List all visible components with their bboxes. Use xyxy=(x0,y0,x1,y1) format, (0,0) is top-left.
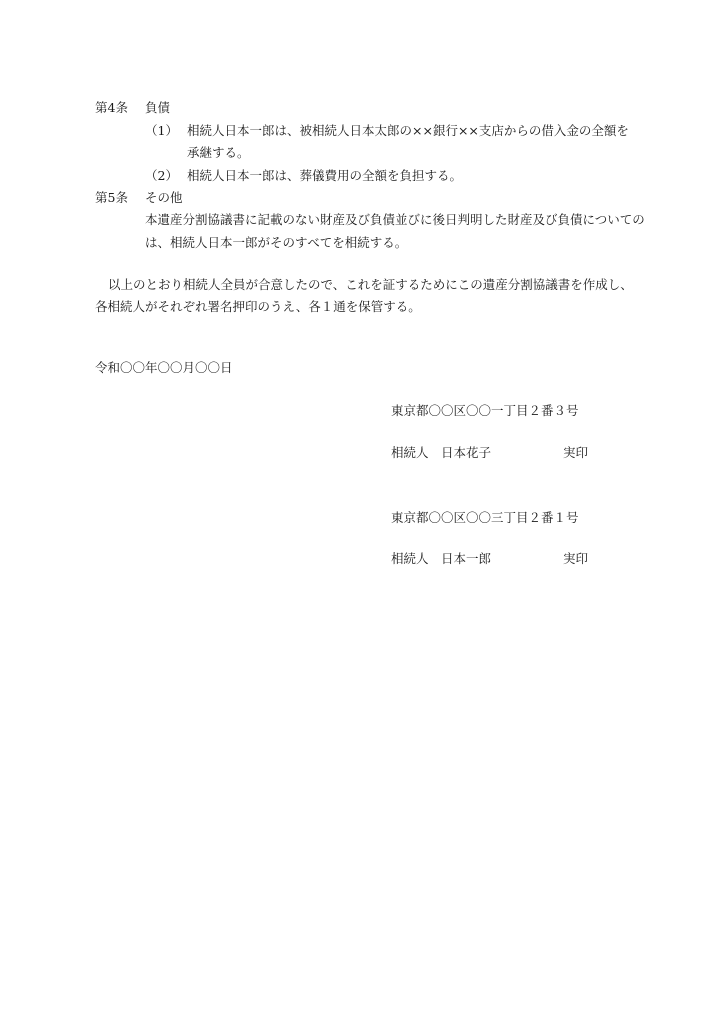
signatory2-address: 東京都〇〇区〇〇三丁目２番１号 xyxy=(391,510,579,525)
article5-text-cont: は、相続人日本一郎がそのすべてを相続する。 xyxy=(145,235,408,250)
closing-paragraph-cont: 各相続人がそれぞれ署名押印のうえ、各１通を保管する。 xyxy=(95,299,421,314)
article4-item2-text: 相続人日本一郎は、葬儀費用の全額を負担する。 xyxy=(187,168,463,183)
article4-item1-number: （1） xyxy=(145,123,178,138)
article4-item1-text: 相続人日本一郎は、被相続人日本太郎の××銀行××支店からの借入金の全額を xyxy=(187,123,629,138)
article4-item1-text-cont: 承継する。 xyxy=(187,145,250,160)
signatory2-name: 日本一郎 xyxy=(441,551,492,566)
signatory2-seal-label: 実印 xyxy=(563,551,589,566)
article4-item2-number: （2） xyxy=(145,168,178,183)
article5-title: その他 xyxy=(145,190,183,205)
article4-heading: 第4条 xyxy=(95,100,128,115)
signatory1-role: 相続人 xyxy=(391,445,429,460)
signatory1-address: 東京都〇〇区〇〇一丁目２番３号 xyxy=(391,403,579,418)
article5-heading: 第5条 xyxy=(95,190,128,205)
signatory2-role: 相続人 xyxy=(391,551,429,566)
article5-text: 本遺産分割協議書に記載のない財産及び負債並びに後日判明した財産及び負債についての xyxy=(145,212,645,227)
signatory1-line xyxy=(391,447,588,460)
document-date: 令和〇〇年〇〇月〇〇日 xyxy=(95,360,233,375)
article4-title: 負債 xyxy=(145,100,171,115)
signatory1-seal-label: 実印 xyxy=(563,445,589,460)
closing-paragraph: 以上のとおり相続人全員が合意したので、これを証するためにこの遺産分割協議書を作成し、 xyxy=(108,277,633,292)
signatory1-name: 日本花子 xyxy=(441,445,492,460)
signatory2-line xyxy=(391,553,588,566)
